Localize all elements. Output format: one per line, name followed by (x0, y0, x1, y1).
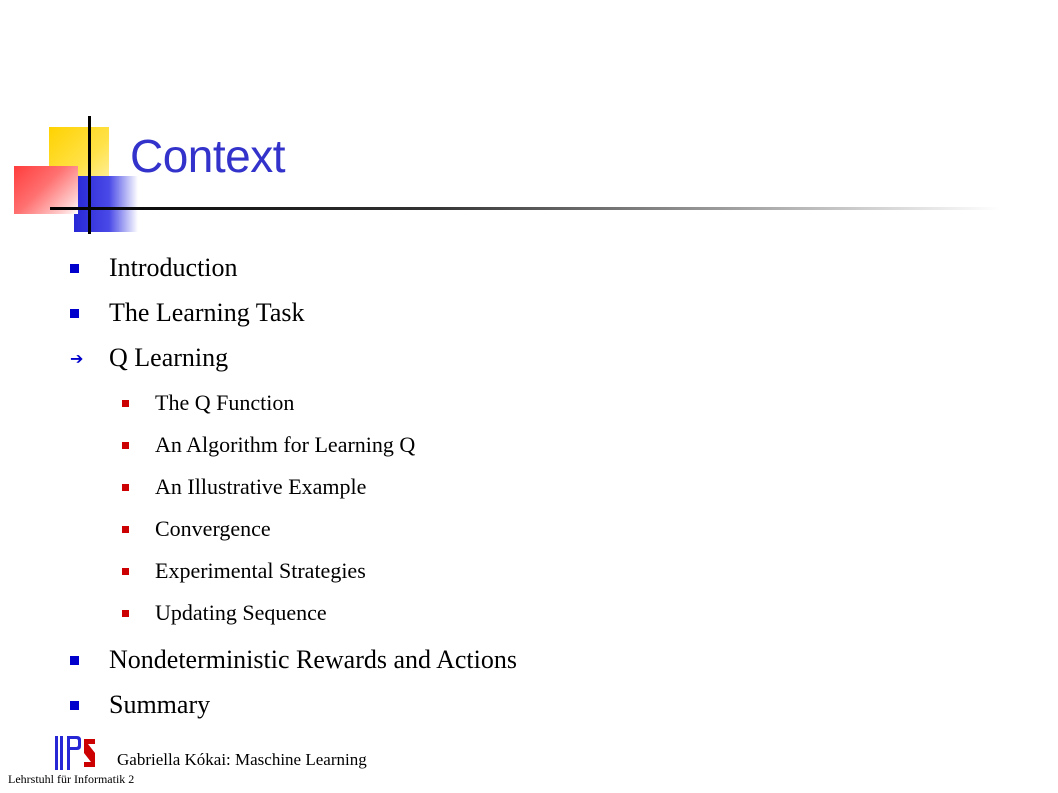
list-item (70, 644, 517, 676)
list-item-current (70, 342, 229, 374)
decor-blue-square (74, 176, 138, 232)
sub-list-item-label: An Algorithm for Learning Q (155, 432, 416, 457)
sub-list-item (122, 431, 416, 459)
title-underline (50, 207, 1000, 210)
square-bullet-icon (122, 484, 129, 491)
sub-list-item (122, 599, 327, 627)
list-item-label: Q Learning (109, 343, 229, 372)
square-bullet-icon (70, 309, 79, 318)
list-item-label: The Learning Task (109, 298, 305, 327)
footer-author-course: Gabriella Kókai: Maschine Learning (117, 750, 367, 769)
list-item-label: Nondeterministic Rewards and Actions (109, 645, 517, 674)
square-bullet-icon (122, 526, 129, 533)
sub-list-item-label: Updating Sequence (155, 600, 327, 625)
footer-chair: Lehrstuhl für Informatik 2 (8, 772, 135, 786)
chair-logo-icon (55, 736, 97, 770)
decor-vertical-line (88, 116, 91, 234)
sub-list-item (122, 389, 295, 417)
list-item-label: Summary (109, 690, 211, 719)
sub-list-item-label: The Q Function (155, 390, 295, 415)
list-item (70, 297, 305, 329)
square-bullet-icon (70, 264, 79, 273)
list-item-label: Introduction (109, 253, 238, 282)
sub-list-item-label: Convergence (155, 516, 271, 541)
sub-list-item-label: Experimental Strategies (155, 558, 366, 583)
sub-list-item (122, 557, 366, 585)
sub-list-item (122, 473, 367, 501)
square-bullet-icon (70, 656, 79, 665)
square-bullet-icon (122, 568, 129, 575)
square-bullet-icon (122, 610, 129, 617)
sub-list-item-label: An Illustrative Example (155, 474, 367, 499)
square-bullet-icon (122, 400, 129, 407)
sub-list-item (122, 515, 271, 543)
arrow-right-icon: ➔ (70, 348, 84, 368)
list-item (70, 252, 238, 284)
square-bullet-icon (70, 701, 79, 710)
list-item (70, 689, 211, 721)
slide-title: Context (130, 130, 286, 182)
square-bullet-icon (122, 442, 129, 449)
